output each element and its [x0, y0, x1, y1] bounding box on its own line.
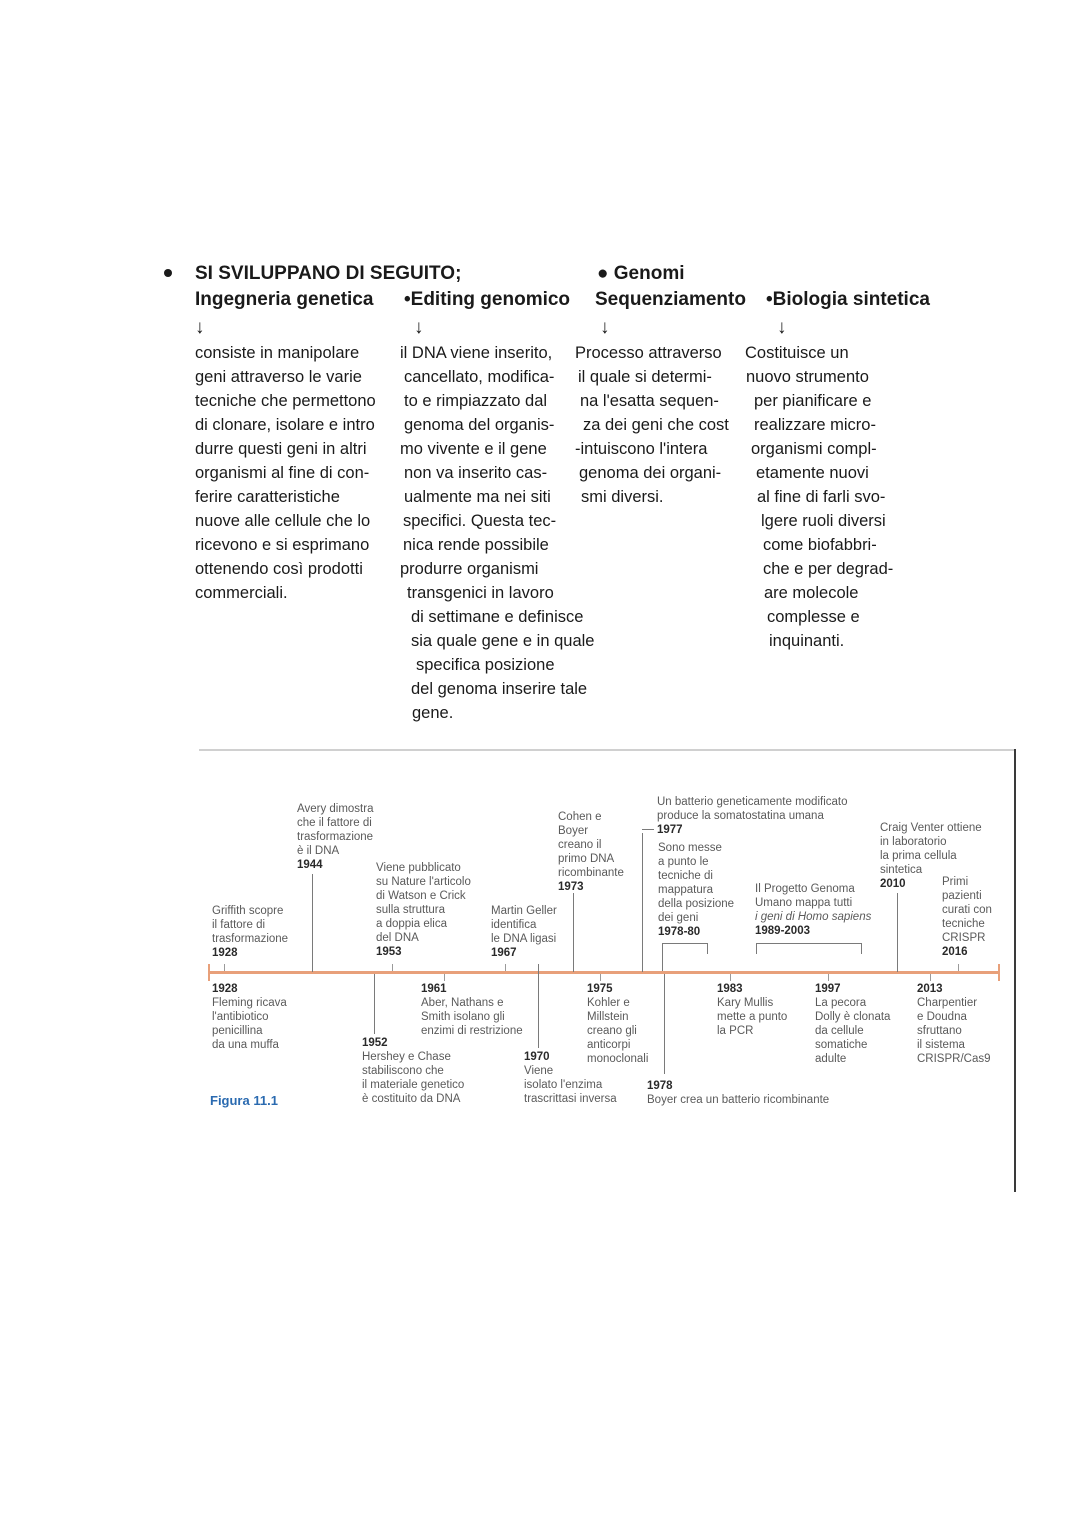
connector-line — [374, 974, 375, 1034]
down-arrow-icon: ↓ — [414, 317, 424, 338]
text-line: genoma dei organi- — [579, 464, 722, 482]
text-line: realizzare micro- — [754, 416, 876, 434]
column-text-biologia — [745, 341, 893, 653]
event-1967-geller: Martin Geller identifica le DNA ligasi 1967 — [491, 905, 557, 959]
text-line: nuovo strumento — [746, 368, 869, 386]
text-line: di clonare, isolare e intro — [195, 416, 375, 434]
figure-caption: Figura 11.1 — [210, 1093, 278, 1108]
text-line: del genoma inserire tale — [411, 680, 588, 698]
text-line: di settimane e definisce — [411, 608, 584, 626]
axis-tick — [392, 964, 393, 971]
text-line: organismi al fine di con- — [195, 464, 370, 482]
figure-top-border — [199, 749, 1016, 751]
text-line: -intuiscono l'intera — [575, 440, 708, 458]
text-line: etamente nuovi — [756, 464, 869, 482]
bullet-icon: ● — [597, 263, 614, 284]
text-line: Costituisce un — [745, 344, 849, 362]
event-1953-watson-crick: Viene pubblicato su Nature l'articolo di Watson e Crick sulla struttura a doppia elica del DNA 1953 — [376, 862, 471, 958]
text-line: geni attraverso le varie — [195, 368, 362, 386]
connector-line — [573, 893, 574, 972]
text-line: non va inserito cas- — [404, 464, 548, 482]
column-heading-ingegneria: Ingegneria genetica — [195, 289, 374, 310]
bracket-1989-2003 — [756, 943, 862, 954]
text-line: al fine di farli svo- — [757, 488, 886, 506]
text-line: na l'esatta sequen- — [580, 392, 719, 410]
event-1944-avery: Avery dimostra che il fattore di trasformazione è il DNA 1944 — [297, 803, 374, 871]
axis-tick — [958, 964, 959, 971]
connector-line — [642, 833, 643, 972]
column-heading-editing: •Editing genomico — [404, 289, 571, 310]
text-line: ottenendo così prodotti — [195, 560, 363, 578]
text-line: mo vivente e il gene — [400, 440, 547, 458]
event-1970-trascrittasi: 1970 Viene isolato l'enzima trascrittasi inversa — [524, 1051, 617, 1105]
axis-tick — [930, 974, 931, 981]
genomi-label: Genomi — [613, 263, 685, 284]
event-1978-boyer: 1978 Boyer crea un batterio ricombinante — [647, 1080, 830, 1106]
event-2010-venter: Craig Venter ottiene in laboratorio la prima cellula sintetica 2010 — [880, 822, 982, 890]
text-line: durre questi geni in altri — [195, 440, 367, 458]
text-line: ferire caratteristiche — [195, 488, 340, 506]
section-title: SI SVILUPPANO DI SEGUITO; — [195, 263, 462, 284]
text-line: ualmente ma nei siti — [404, 488, 551, 506]
text-line: cancellato, modifica- — [404, 368, 555, 386]
down-arrow-icon: ↓ — [777, 317, 787, 338]
event-1928-fleming: 1928 Fleming ricava l'antibiotico penicillina da una muffa — [212, 983, 287, 1051]
text-line: nica rende possibile — [403, 536, 549, 554]
bullet-icon — [164, 269, 172, 277]
event-1961-restrizione: 1961 Aber, Nathans e Smith isolano gli enzimi di restrizione — [421, 983, 523, 1037]
text-line: inquinanti. — [769, 632, 845, 650]
axis-tick — [828, 974, 829, 981]
text-line: tecniche che permettono — [195, 392, 376, 410]
axis-tick — [600, 974, 601, 981]
text-line: smi diversi. — [581, 488, 664, 506]
text-line: gene. — [412, 704, 454, 722]
axis-tick — [224, 964, 225, 971]
text-line: transgenici in lavoro — [407, 584, 554, 602]
event-1975-monoclonali: 1975 Kohler e Millstein creano gli anticorpi monoclonali — [587, 983, 649, 1065]
column-heading-biologia: •Biologia sintetica — [766, 289, 930, 310]
event-1983-pcr: 1983 Kary Mullis mette a punto la PCR — [717, 983, 788, 1037]
connector-line — [312, 874, 313, 972]
bracket-1978-80 — [662, 943, 708, 954]
connector-line — [538, 964, 539, 1048]
text-line: genoma del organis- — [404, 416, 555, 434]
text-line: to e rimpiazzato dal — [404, 392, 548, 410]
event-1997-dolly: 1997 La pecora Dolly è clonata da cellule somatiche adulte — [815, 983, 891, 1065]
axis-tick — [730, 974, 731, 981]
text-line: organismi compl- — [751, 440, 877, 458]
down-arrow-icon: ↓ — [600, 317, 610, 338]
timeline-axis — [208, 971, 1000, 974]
event-2016-crispr: Primi pazienti curati con tecniche CRISPR 2016 — [942, 876, 992, 958]
text-line: za dei geni che cost — [583, 416, 729, 434]
figure-right-border — [1014, 749, 1016, 1192]
text-line: Processo attraverso — [575, 344, 722, 362]
connector-line — [664, 974, 665, 1074]
text-line: commerciali. — [195, 584, 288, 602]
text-line: nuove alle cellule che lo — [195, 512, 371, 530]
axis-tick — [505, 964, 506, 971]
text-line: lgere ruoli diversi — [761, 512, 886, 530]
event-1973-cohen-boyer: Cohen e Boyer creano il primo DNA ricombinante 1973 — [558, 811, 624, 893]
column-text-sequenziamento — [575, 341, 729, 509]
text-line: complesse e — [767, 608, 860, 626]
bracket-1978-80-stem — [662, 953, 663, 971]
text-line: consiste in manipolare — [195, 344, 360, 362]
text-line: ricevono e si esprimano — [195, 536, 370, 554]
event-1952-hershey-chase: 1952 Hershey e Chase stabiliscono che il materiale genetico è costituito da DNA — [362, 1037, 465, 1105]
event-1977-somatostatina: Un batterio geneticamente modificato produce la somatostatina umana 1977 — [657, 796, 848, 836]
text-line: il DNA viene inserito, — [400, 344, 553, 362]
axis-tick — [444, 974, 445, 981]
down-arrow-icon: ↓ — [195, 317, 205, 338]
bracket-1977 — [642, 829, 654, 830]
column-text-ingegneria — [195, 341, 376, 605]
text-line: sia quale gene e in quale — [411, 632, 595, 650]
connector-line — [897, 893, 898, 972]
text-line: are molecole — [764, 584, 859, 602]
text-line: il quale si determi- — [578, 368, 712, 386]
event-1989-2003-genoma: Il Progetto Genoma Umano mappa tutti i geni di Homo sapiens 1989-2003 — [755, 883, 872, 937]
genomi-heading — [597, 261, 685, 287]
text-line: per pianificare e — [754, 392, 872, 410]
text-line: specifica posizione — [416, 656, 555, 674]
event-1978-80-mappatura: Sono messe a punto le tecniche di mappatura della posizione dei geni 1978-80 — [658, 842, 735, 938]
text-line: come biofabbri- — [763, 536, 877, 554]
timeline-axis-cap-left — [208, 964, 210, 981]
text-line: specifici. Questa tec- — [403, 512, 557, 530]
text-line: che e per degrad- — [763, 560, 894, 578]
event-1928-griffith: Griffith scopre il fattore di trasformazione 1928 — [212, 905, 289, 959]
timeline-axis-cap-right — [998, 964, 1000, 981]
column-heading-sequenziamento: Sequenziamento — [595, 289, 746, 310]
text-line: produrre organismi — [400, 560, 539, 578]
column-text-editing — [400, 341, 594, 725]
event-2013-crispr-cas9: 2013 Charpentier e Doudna sfruttano il sistema CRISPR/Cas9 — [917, 983, 991, 1065]
